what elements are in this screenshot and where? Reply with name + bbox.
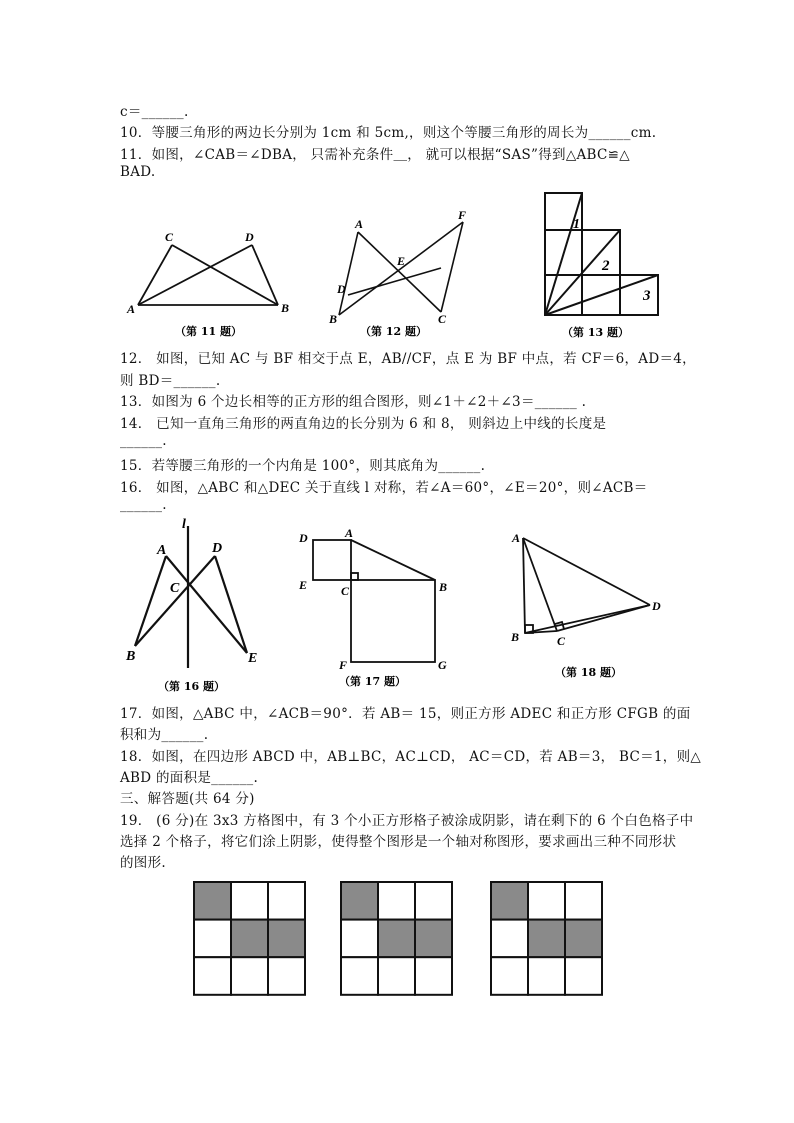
- grid-cell[interactable]: [528, 882, 565, 920]
- label-B: B: [126, 649, 136, 664]
- label-E: E: [397, 254, 406, 268]
- grid-cell-shaded[interactable]: [565, 920, 602, 958]
- figure-18-caption: （第 18 题）: [555, 666, 622, 679]
- label-A: A: [512, 531, 521, 545]
- question-12-cont: 则 BD＝______.: [120, 373, 221, 389]
- grid-cell[interactable]: [268, 882, 305, 920]
- question-18-cont: ABD 的面积是______.: [120, 770, 259, 786]
- label-F: F: [458, 208, 467, 222]
- question-19-cont2: 的图形.: [120, 855, 166, 871]
- label-D: D: [652, 599, 661, 613]
- grid-cell[interactable]: [415, 957, 452, 995]
- grid-cell[interactable]: [231, 957, 268, 995]
- grid-cell[interactable]: [378, 882, 415, 920]
- label-C: C: [170, 581, 180, 596]
- label-C: C: [341, 584, 350, 598]
- figure-13: [540, 188, 665, 343]
- grid-cell[interactable]: [565, 957, 602, 995]
- grid-cell[interactable]: [491, 920, 528, 958]
- grid-cell-shaded[interactable]: [415, 920, 452, 958]
- grid-cell-shaded[interactable]: [194, 882, 231, 920]
- angle-1-label: 1: [573, 217, 580, 232]
- figure-16-caption: （第 16 题）: [158, 680, 225, 693]
- grid-cell[interactable]: [268, 957, 305, 995]
- question-15: 15．若等腰三角形的一个内角是 100°，则其底角为______.: [120, 458, 486, 474]
- line-l-label: l: [182, 518, 186, 532]
- figure-12: [325, 205, 485, 340]
- figure-11: [120, 225, 300, 340]
- label-E: E: [299, 578, 308, 592]
- label-C: C: [557, 634, 566, 648]
- question-11: 11．如图，∠CAB＝∠DBA， 只需补充条件＿， 就可以根据“SAS”得到△ABC≌△: [120, 147, 630, 163]
- question-17-cont: 积和为______.: [120, 727, 209, 743]
- question-14-cont: ______.: [120, 433, 167, 449]
- grid-cell[interactable]: [378, 957, 415, 995]
- figure-16: [120, 518, 280, 696]
- grid-cell[interactable]: [341, 920, 378, 958]
- label-D: D: [337, 282, 346, 296]
- label-E: E: [248, 651, 258, 666]
- grid-cell[interactable]: [231, 882, 268, 920]
- figure-11-caption: （第 11 题）: [175, 325, 242, 338]
- label-A: A: [355, 217, 364, 231]
- angle-3-label: 3: [643, 288, 651, 304]
- grid-1[interactable]: [192, 880, 308, 998]
- grid-cell-shaded[interactable]: [268, 920, 305, 958]
- question-19-cont: 选择 2 个格子，将它们涂上阴影，使得整个图形是一个轴对称图形，要求画出三种不同形状: [120, 834, 677, 850]
- grid-cell-shaded[interactable]: [231, 920, 268, 958]
- line-c-blank: c＝______.: [120, 104, 189, 120]
- label-B: B: [329, 312, 338, 326]
- question-16-cont: ______.: [120, 497, 167, 513]
- figure-13-caption: （第 13 题）: [562, 326, 629, 339]
- label-F: F: [339, 658, 348, 672]
- figure-18: [505, 528, 680, 688]
- question-18: 18．如图，在四边形 ABCD 中，AB⊥BC，AC⊥CD， AC＝CD，若 AB＝3， BC＝1，则△: [120, 749, 702, 765]
- grid-2[interactable]: [339, 880, 455, 998]
- label-A: A: [345, 526, 354, 540]
- grid-cell[interactable]: [528, 957, 565, 995]
- figure-12-caption: （第 12 题）: [360, 325, 427, 338]
- grid-cell-shaded[interactable]: [378, 920, 415, 958]
- grid-cell[interactable]: [565, 882, 602, 920]
- label-B: B: [511, 630, 520, 644]
- grid-cell[interactable]: [194, 920, 231, 958]
- question-13: 13．如图为 6 个边长相等的正方形的组合图形，则∠1＋∠2＋∠3＝______ .: [120, 394, 587, 410]
- grid-cell-shaded[interactable]: [341, 882, 378, 920]
- section-three-heading: 三、解答题(共 64 分): [120, 791, 255, 807]
- label-C: C: [438, 312, 447, 326]
- grid-cell[interactable]: [415, 882, 452, 920]
- question-11-cont: BAD.: [120, 164, 156, 180]
- question-10: 10．等腰三角形的两边长分别为 1cm 和 5cm,，则这个等腰三角形的周长为______cm.: [120, 125, 657, 141]
- question-14: 14． 已知一直角三角形的两直角边的长分别为 6 和 8， 则斜边上中线的长度是: [120, 416, 607, 432]
- label-A: A: [127, 302, 136, 316]
- label-D: D: [212, 541, 223, 556]
- label-B: B: [281, 301, 290, 315]
- question-17: 17．如图，△ABC 中，∠ACB＝90°．若 AB＝ 15，则正方形 ADEC 和正方形 CFGB 的面: [120, 706, 691, 722]
- label-D: D: [245, 230, 254, 244]
- grid-cell[interactable]: [194, 957, 231, 995]
- grid-cell[interactable]: [341, 957, 378, 995]
- figure-17-caption: （第 17 题）: [339, 675, 406, 688]
- grid-cell[interactable]: [491, 957, 528, 995]
- grid-3[interactable]: [489, 880, 605, 998]
- question-12: 12． 如图，已知 AC 与 BF 相交于点 E，AB//CF，点 E 为 BF 中点，若 CF＝6，AD＝4，: [120, 351, 696, 367]
- label-A: A: [157, 543, 167, 558]
- label-C: C: [165, 230, 174, 244]
- grid-cell-shaded[interactable]: [491, 882, 528, 920]
- question-19: 19． (6 分)在 3x3 方格图中，有 3 个小正方形格子被涂成阴影，请在剩下的 6 个白色格子中: [120, 813, 694, 829]
- label-D: D: [299, 531, 308, 545]
- figure-17: [295, 525, 455, 690]
- label-B: B: [439, 580, 448, 594]
- label-G: G: [438, 658, 447, 672]
- grid-cell-shaded[interactable]: [528, 920, 565, 958]
- question-16: 16． 如图，△ABC 和△DEC 关于直线 l 对称，若∠A＝60°，∠E＝20°，则∠ACB＝: [120, 480, 648, 496]
- angle-2-label: 2: [602, 258, 610, 274]
